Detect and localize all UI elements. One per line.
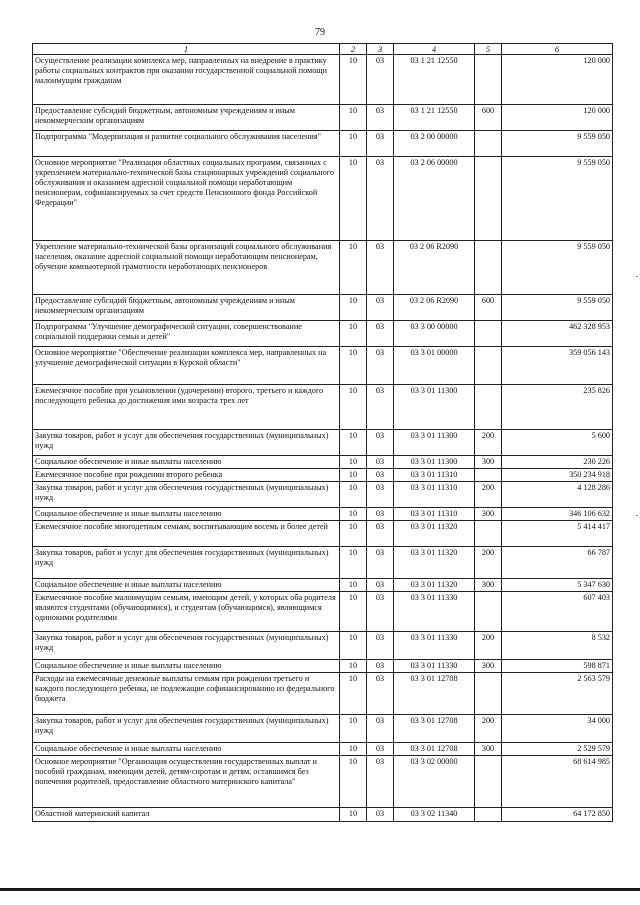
row-csr: 03 3 01 11310 xyxy=(394,508,475,521)
row-section: 10 xyxy=(340,456,367,469)
row-subsection: 03 xyxy=(367,131,394,157)
row-subsection: 03 xyxy=(367,756,394,808)
row-section: 10 xyxy=(340,295,367,321)
row-vr xyxy=(475,673,502,715)
row-name: Социальное обеспечение и иные выплаты населению xyxy=(33,456,340,469)
row-sum: 64 172 850 xyxy=(502,808,613,822)
row-subsection: 03 xyxy=(367,715,394,743)
table-row xyxy=(33,456,613,469)
table-row xyxy=(33,547,613,579)
row-csr: 03 3 01 11300 xyxy=(394,456,475,469)
row-csr: 03 3 01 12708 xyxy=(394,673,475,715)
row-vr: 300 xyxy=(475,508,502,521)
table-row xyxy=(33,756,613,808)
row-section: 10 xyxy=(340,469,367,482)
table-row xyxy=(33,157,613,241)
row-vr: 200 xyxy=(475,632,502,660)
row-sum: 4 128 286 xyxy=(502,482,613,508)
row-sum: 8 532 xyxy=(502,632,613,660)
scan-bottom-edge xyxy=(0,888,640,891)
row-section: 10 xyxy=(340,660,367,673)
row-csr: 03 3 01 11320 xyxy=(394,579,475,592)
header-col-section: 2 xyxy=(340,44,367,55)
row-name: Осуществление реализации комплекса мер, направленных на внедрение в практику работы социальных контрактов при оказании государственной социальной помощи малоимущим гражданам xyxy=(33,55,340,105)
row-subsection: 03 xyxy=(367,157,394,241)
row-subsection: 03 xyxy=(367,547,394,579)
row-sum: 230 226 xyxy=(502,456,613,469)
header-col-csr: 4 xyxy=(394,44,475,55)
table-row xyxy=(33,579,613,592)
row-vr: 300 xyxy=(475,743,502,756)
table-row xyxy=(33,241,613,295)
row-vr xyxy=(475,321,502,347)
header-col-subsection: 3 xyxy=(367,44,394,55)
row-vr: 200 xyxy=(475,547,502,579)
row-section: 10 xyxy=(340,241,367,295)
row-name: Основное мероприятие "Обеспечение реализации комплекса мер, направленных на улучшение демографической ситуации в Курской области" xyxy=(33,347,340,385)
header-col-vr: 5 xyxy=(475,44,502,55)
row-name: Ежемесячное пособие многодетным семьям, воспитывающим восемь и более детей xyxy=(33,521,340,547)
row-subsection: 03 xyxy=(367,430,394,456)
row-subsection: 03 xyxy=(367,508,394,521)
table-row xyxy=(33,508,613,521)
row-csr: 03 3 02 00000 xyxy=(394,756,475,808)
row-name: Подпрограмма "Модернизация и развитие социального обслуживания населения" xyxy=(33,131,340,157)
row-csr: 03 3 01 11330 xyxy=(394,660,475,673)
row-vr xyxy=(475,521,502,547)
table-row xyxy=(33,743,613,756)
row-csr: 03 3 01 12708 xyxy=(394,743,475,756)
row-section: 10 xyxy=(340,592,367,632)
row-sum: 9 559 050 xyxy=(502,295,613,321)
row-vr xyxy=(475,385,502,430)
row-name: Основное мероприятие "Реализация областных социальных программ, связанных с укреплением материально-технической базы стационарных учреждений социального обслуживания и оказанием адресной социальной помощи неработающим пенсионерам, софинансируемых за счет средств Пенсионного фонда Российской Федерации" xyxy=(33,157,340,241)
row-name: Закупка товаров, работ и услуг для обеспечения государственных (муниципальных) нужд xyxy=(33,632,340,660)
row-section: 10 xyxy=(340,347,367,385)
row-sum: 598 871 xyxy=(502,660,613,673)
row-sum: 66 787 xyxy=(502,547,613,579)
row-subsection: 03 xyxy=(367,55,394,105)
row-vr xyxy=(475,55,502,105)
row-csr: 03 1 21 12550 xyxy=(394,55,475,105)
table-header xyxy=(33,44,613,55)
row-section: 10 xyxy=(340,743,367,756)
row-csr: 03 3 01 11300 xyxy=(394,430,475,456)
row-subsection: 03 xyxy=(367,743,394,756)
row-section: 10 xyxy=(340,482,367,508)
row-vr: 300 xyxy=(475,456,502,469)
table-row xyxy=(33,482,613,508)
row-csr: 03 3 01 11330 xyxy=(394,592,475,632)
table-row xyxy=(33,660,613,673)
row-subsection: 03 xyxy=(367,808,394,822)
row-section: 10 xyxy=(340,131,367,157)
row-subsection: 03 xyxy=(367,295,394,321)
row-name: Укрепление материально-технической базы организаций социального обслуживания населения, оказание адресной социальной помощи неработающим пенсионерам, обучение компьютерной грамотности неработающих пенсионеров xyxy=(33,241,340,295)
row-name: Закупка товаров, работ и услуг для обеспечения государственных (муниципальных) нужд xyxy=(33,715,340,743)
row-subsection: 03 xyxy=(367,632,394,660)
row-sum: 2 563 579 xyxy=(502,673,613,715)
row-section: 10 xyxy=(340,547,367,579)
row-name: Ежемесячное пособие при усыновлении (удочерении) второго, третьего и каждого последующего ребенка до достижения ими возраста трех лет xyxy=(33,385,340,430)
row-section: 10 xyxy=(340,715,367,743)
row-section: 10 xyxy=(340,430,367,456)
table-row xyxy=(33,430,613,456)
header-col-sum: 6 xyxy=(502,44,613,55)
row-name: Социальное обеспечение и иные выплаты населению xyxy=(33,579,340,592)
table-row xyxy=(33,385,613,430)
row-vr: 600 xyxy=(475,105,502,131)
row-csr: 03 2 06 R2090 xyxy=(394,295,475,321)
row-sum: 2 529 579 xyxy=(502,743,613,756)
row-sum: 346 106 632 xyxy=(502,508,613,521)
row-subsection: 03 xyxy=(367,521,394,547)
row-name: Подпрограмма "Улучшение демографической ситуации, совершенствование социальной поддержки семьи и детей" xyxy=(33,321,340,347)
table-row xyxy=(33,592,613,632)
row-vr xyxy=(475,808,502,822)
row-subsection: 03 xyxy=(367,241,394,295)
table-row xyxy=(33,347,613,385)
table-body xyxy=(33,55,613,822)
row-csr: 03 3 01 11330 xyxy=(394,632,475,660)
row-sum: 34 000 xyxy=(502,715,613,743)
row-sum: 9 559 050 xyxy=(502,131,613,157)
row-name: Ежемесячное пособие малоимущим семьям, имеющим детей, у которых оба родителя являются студентами (обучающимися), и студентам (обучающимся), являющимся одинокими родителями xyxy=(33,592,340,632)
row-csr: 03 2 06 R2090 xyxy=(394,241,475,295)
row-csr: 03 1 21 12550 xyxy=(394,105,475,131)
row-name: Социальное обеспечение и иные выплаты населению xyxy=(33,743,340,756)
row-name: Ежемесячное пособие при рождении второго ребенка xyxy=(33,469,340,482)
row-section: 10 xyxy=(340,673,367,715)
row-csr: 03 3 01 11300 xyxy=(394,385,475,430)
row-subsection: 03 xyxy=(367,579,394,592)
row-subsection: 03 xyxy=(367,321,394,347)
row-subsection: 03 xyxy=(367,660,394,673)
row-vr xyxy=(475,469,502,482)
row-section: 10 xyxy=(340,157,367,241)
row-vr: 300 xyxy=(475,579,502,592)
table-row xyxy=(33,808,613,822)
row-sum: 462 328 953 xyxy=(502,321,613,347)
page-number: 79 xyxy=(315,27,325,38)
row-csr: 03 3 01 11310 xyxy=(394,482,475,508)
row-section: 10 xyxy=(340,579,367,592)
row-subsection: 03 xyxy=(367,347,394,385)
row-section: 10 xyxy=(340,808,367,822)
row-csr: 03 2 06 00000 xyxy=(394,157,475,241)
row-sum: 607 403 xyxy=(502,592,613,632)
margin-mark xyxy=(636,515,638,516)
row-csr: 03 3 00 00000 xyxy=(394,321,475,347)
row-section: 10 xyxy=(340,55,367,105)
row-section: 10 xyxy=(340,521,367,547)
row-vr: 200 xyxy=(475,715,502,743)
row-sum: 120 000 xyxy=(502,105,613,131)
row-sum: 120 000 xyxy=(502,55,613,105)
margin-mark xyxy=(636,276,638,277)
row-vr xyxy=(475,131,502,157)
row-subsection: 03 xyxy=(367,592,394,632)
row-vr: 600 xyxy=(475,295,502,321)
row-sum: 350 234 918 xyxy=(502,469,613,482)
row-csr: 03 3 01 12708 xyxy=(394,715,475,743)
row-subsection: 03 xyxy=(367,673,394,715)
table-row xyxy=(33,715,613,743)
row-subsection: 03 xyxy=(367,469,394,482)
row-vr: 300 xyxy=(475,660,502,673)
table-row xyxy=(33,521,613,547)
row-vr: 200 xyxy=(475,482,502,508)
table-row xyxy=(33,673,613,715)
row-name: Социальное обеспечение и иные выплаты населению xyxy=(33,660,340,673)
row-name: Областной материнский капитал xyxy=(33,808,340,822)
row-sum: 68 614 985 xyxy=(502,756,613,808)
row-sum: 359 056 143 xyxy=(502,347,613,385)
row-section: 10 xyxy=(340,756,367,808)
row-name: Расходы на ежемесячные денежные выплаты семьям при рождении третьего и каждого последующего ребенка, не подлежащие софинансированию из федерального бюджета xyxy=(33,673,340,715)
table-row xyxy=(33,105,613,131)
row-sum: 235 826 xyxy=(502,385,613,430)
table-row xyxy=(33,321,613,347)
row-sum: 9 559 050 xyxy=(502,241,613,295)
row-name: Социальное обеспечение и иные выплаты населению xyxy=(33,508,340,521)
header-row xyxy=(33,44,613,55)
table-row xyxy=(33,55,613,105)
table-row xyxy=(33,632,613,660)
row-csr: 03 3 01 11320 xyxy=(394,547,475,579)
row-vr xyxy=(475,756,502,808)
row-csr: 03 3 01 11310 xyxy=(394,469,475,482)
row-csr: 03 3 01 11320 xyxy=(394,521,475,547)
row-sum: 5 414 417 xyxy=(502,521,613,547)
row-csr: 03 2 00 00000 xyxy=(394,131,475,157)
row-vr: 200 xyxy=(475,430,502,456)
row-subsection: 03 xyxy=(367,482,394,508)
row-subsection: 03 xyxy=(367,105,394,131)
table-row xyxy=(33,295,613,321)
row-name: Закупка товаров, работ и услуг для обеспечения государственных (муниципальных) нужд xyxy=(33,482,340,508)
row-subsection: 03 xyxy=(367,456,394,469)
row-vr xyxy=(475,592,502,632)
row-name: Основное мероприятие "Организация осуществления государственных выплат и пособий гражданам, имеющим детей, детям-сиротам и детям, оставшимся без попечения родителей, предоставление областного материнского капитала" xyxy=(33,756,340,808)
row-subsection: 03 xyxy=(367,385,394,430)
row-section: 10 xyxy=(340,508,367,521)
row-vr xyxy=(475,347,502,385)
row-vr xyxy=(475,241,502,295)
budget-table xyxy=(32,43,613,822)
row-vr xyxy=(475,157,502,241)
table-row xyxy=(33,131,613,157)
row-section: 10 xyxy=(340,632,367,660)
row-sum: 5 347 630 xyxy=(502,579,613,592)
row-section: 10 xyxy=(340,385,367,430)
row-name: Закупка товаров, работ и услуг для обеспечения государственных (муниципальных) нужд xyxy=(33,547,340,579)
row-name: Предоставление субсидий бюджетным, автономным учреждениям и иным некоммерческим организациям xyxy=(33,105,340,131)
header-col-name: 1 xyxy=(33,44,340,55)
row-sum: 5 600 xyxy=(502,430,613,456)
table-row xyxy=(33,469,613,482)
row-section: 10 xyxy=(340,105,367,131)
row-sum: 9 559 050 xyxy=(502,157,613,241)
row-name: Закупка товаров, работ и услуг для обеспечения государственных (муниципальных) нужд xyxy=(33,430,340,456)
row-csr: 03 3 01 00000 xyxy=(394,347,475,385)
row-csr: 03 3 02 11340 xyxy=(394,808,475,822)
row-name: Предоставление субсидий бюджетным, автономным учреждениям и иным некоммерческим организациям xyxy=(33,295,340,321)
row-section: 10 xyxy=(340,321,367,347)
